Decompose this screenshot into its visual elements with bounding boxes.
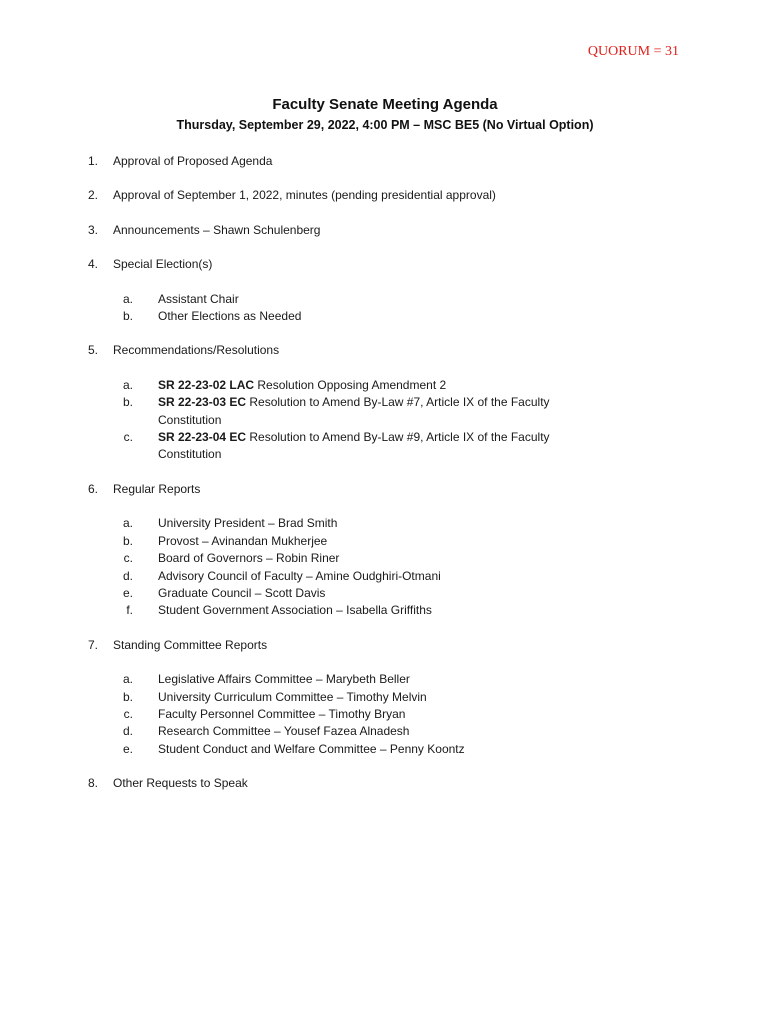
sub-item-description: Research Committee – Yousef Fazea Alnadesh — [158, 724, 410, 739]
sub-item-text — [158, 377, 578, 394]
agenda-item-number: 5. — [88, 343, 99, 358]
sub-item-letter: b. — [122, 689, 133, 704]
agenda-item-label: Announcements – Shawn Schulenberg — [113, 222, 321, 237]
sub-item-text — [158, 308, 578, 325]
sub-item-description: Advisory Council of Faculty – Amine Oudghiri-Otmani — [158, 568, 441, 583]
meeting-details: Thursday, September 29, 2022, 4:00 PM – MSC BE5 (No Virtual Option) — [176, 118, 594, 132]
agenda-item-number: 2. — [88, 188, 99, 203]
sub-item-description: Student Conduct and Welfare Committee – Penny Koontz — [158, 741, 465, 756]
agenda-item-label: Recommendations/Resolutions — [113, 343, 280, 358]
agenda-item-label: Standing Committee Reports — [113, 637, 268, 652]
sub-item-letter: b. — [122, 533, 133, 548]
sub-item-description: Legislative Affairs Committee – Marybeth Beller — [158, 672, 410, 687]
sub-item-description: Resolution to Amend By-Law #7, Article IX of the Faculty Constitution — [158, 395, 550, 427]
sub-item-letter: a. — [122, 672, 133, 687]
sub-item-text — [158, 550, 578, 567]
agenda-list — [88, 153, 688, 810]
sub-item — [88, 602, 688, 619]
sub-item-letter: b. — [122, 309, 133, 324]
resolution-code: SR 22-23-03 EC — [158, 395, 247, 410]
sub-item — [88, 671, 688, 688]
agenda-item — [88, 256, 688, 325]
sub-item-text — [158, 568, 578, 585]
agenda-item — [88, 637, 688, 758]
sub-item-letter: b. — [122, 395, 133, 410]
sub-item-letter: a. — [122, 516, 133, 531]
agenda-item — [88, 481, 688, 620]
agenda-item-label: Approval of September 1, 2022, minutes (pending presidential approval) — [113, 188, 496, 203]
sub-item-text — [158, 515, 578, 532]
sub-item — [88, 308, 688, 325]
agenda-item-number: 3. — [88, 222, 99, 237]
sub-item-description: University President – Brad Smith — [158, 516, 338, 531]
sub-item-text — [158, 741, 578, 758]
agenda-item — [88, 222, 688, 239]
resolution-code: SR 22-23-02 LAC — [158, 377, 255, 392]
agenda-item-number: 1. — [88, 154, 99, 168]
sub-item — [88, 377, 688, 394]
sub-item — [88, 533, 688, 550]
sub-item — [88, 689, 688, 706]
sub-item — [88, 706, 688, 723]
sub-item-letter: c. — [123, 706, 133, 721]
sub-item-description: Graduate Council – Scott Davis — [158, 585, 326, 600]
sub-item-letter: d. — [122, 568, 133, 583]
sub-item-list — [88, 377, 688, 464]
sub-item-letter: f. — [126, 603, 133, 618]
sub-item — [88, 585, 688, 602]
sub-item-list — [88, 291, 688, 326]
sub-item-text — [158, 706, 578, 723]
sub-item-description: University Curriculum Committee – Timothy Melvin — [158, 689, 427, 704]
sub-item-text — [158, 533, 578, 550]
sub-item — [88, 741, 688, 758]
sub-item-text — [158, 602, 578, 619]
sub-item-description: Other Elections as Needed — [158, 309, 302, 324]
sub-item-letter: e. — [122, 741, 133, 756]
sub-item — [88, 723, 688, 740]
sub-item-text — [158, 394, 578, 429]
sub-item-text — [158, 689, 578, 706]
sub-item-description: Provost – Avinandan Mukherjee — [158, 533, 328, 548]
agenda-item — [88, 187, 688, 204]
sub-item-text — [158, 429, 578, 464]
sub-item-letter: e. — [122, 585, 133, 600]
sub-item-description: Assistant Chair — [158, 291, 239, 306]
agenda-item-number: 8. — [88, 776, 99, 791]
sub-item-letter: a. — [122, 291, 133, 306]
sub-item-list — [88, 515, 688, 619]
sub-item-text — [158, 671, 578, 688]
sub-item-letter: c. — [123, 430, 133, 445]
sub-item-letter: c. — [123, 551, 133, 566]
sub-item — [88, 429, 688, 464]
sub-item-description: Resolution to Amend By-Law #9, Article IX of the Faculty Constitution — [158, 430, 550, 462]
sub-item-description: Faculty Personnel Committee – Timothy Bryan — [158, 706, 406, 721]
sub-item — [88, 515, 688, 532]
agenda-item — [88, 775, 688, 792]
sub-item-text — [158, 723, 578, 740]
sub-item-list — [88, 671, 688, 758]
agenda-item — [88, 153, 688, 170]
resolution-code: SR 22-23-04 EC — [158, 430, 247, 445]
page-title: Faculty Senate Meeting Agenda — [272, 96, 498, 113]
agenda-item-label: Approval of Proposed Agenda — [113, 154, 273, 168]
sub-item — [88, 291, 688, 308]
agenda-item — [88, 342, 688, 463]
sub-item-description: Board of Governors – Robin Riner — [158, 551, 340, 566]
sub-item-text — [158, 585, 578, 602]
agenda-item-label: Other Requests to Speak — [113, 776, 248, 791]
agenda-item-number: 6. — [88, 481, 99, 496]
agenda-item-number: 4. — [88, 257, 99, 272]
sub-item-description: Student Government Association – Isabella Griffiths — [158, 603, 432, 618]
sub-item-text — [158, 291, 578, 308]
sub-item-letter: a. — [122, 377, 133, 392]
agenda-item-number: 7. — [88, 637, 99, 652]
quorum-note: QUORUM = 31 — [587, 44, 679, 59]
sub-item-letter: d. — [122, 724, 133, 739]
agenda-item-label: Special Election(s) — [113, 257, 213, 272]
sub-item-description: Resolution Opposing Amendment 2 — [254, 377, 447, 392]
sub-item — [88, 550, 688, 567]
sub-item — [88, 568, 688, 585]
agenda-item-label: Regular Reports — [113, 481, 201, 496]
sub-item — [88, 394, 688, 429]
